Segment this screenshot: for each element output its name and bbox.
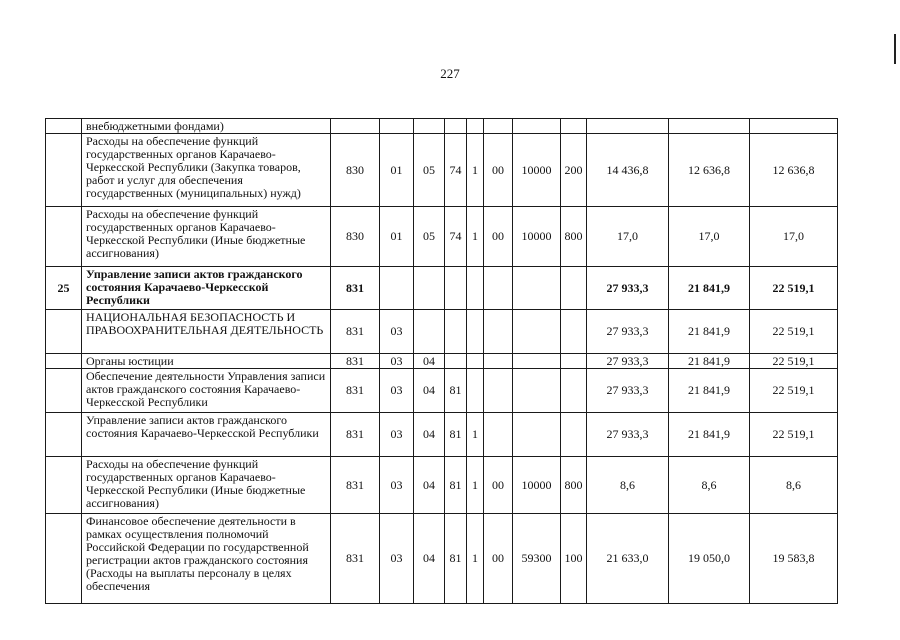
subprogram-code-cell: 1 <box>467 413 484 457</box>
subprogram-code-cell <box>467 354 484 369</box>
expense-type-cell: 100 <box>561 514 587 604</box>
row-name-cell: Расходы на обеспечение функций государственных органов Карачаево-Черкесской Республики (Иные бюджетные ассигнования) <box>82 457 331 514</box>
amount-year1-cell: 14 436,8 <box>587 134 669 207</box>
direction-code-cell <box>513 267 561 310</box>
program-code-cell: 81 <box>445 514 467 604</box>
subsection-code-cell <box>414 119 445 134</box>
section-code-cell: 03 <box>380 369 414 413</box>
amount-year1-cell <box>587 119 669 134</box>
expense-type-cell <box>561 267 587 310</box>
table-row <box>46 207 838 267</box>
table-row <box>46 354 838 369</box>
ministry-code-cell: 831 <box>331 514 380 604</box>
amount-year2-cell: 12 636,8 <box>669 134 750 207</box>
expense-type-cell: 800 <box>561 457 587 514</box>
row-name-cell: Расходы на обеспечение функций государственных органов Карачаево-Черкесской Республики (Закупка товаров, работ и услуг для обеспечения государственных (муниципальных) нужд) <box>82 134 331 207</box>
amount-year3-cell: 22 519,1 <box>750 354 838 369</box>
amount-year1-cell: 27 933,3 <box>587 369 669 413</box>
subsection-code-cell: 04 <box>414 369 445 413</box>
amount-year3-cell <box>750 119 838 134</box>
direction-code-cell <box>513 354 561 369</box>
direction-code-cell: 59300 <box>513 514 561 604</box>
activity-code-cell: 00 <box>484 134 513 207</box>
ministry-code-cell: 830 <box>331 207 380 267</box>
expense-type-cell <box>561 413 587 457</box>
table-row <box>46 134 838 207</box>
table-row <box>46 267 838 310</box>
activity-code-cell: 00 <box>484 457 513 514</box>
row-number-cell: 25 <box>46 267 82 310</box>
row-number-cell <box>46 413 82 457</box>
amount-year1-cell: 27 933,3 <box>587 413 669 457</box>
section-code-cell <box>380 119 414 134</box>
activity-code-cell <box>484 354 513 369</box>
direction-code-cell <box>513 369 561 413</box>
subprogram-code-cell: 1 <box>467 207 484 267</box>
activity-code-cell <box>484 413 513 457</box>
amount-year3-cell: 22 519,1 <box>750 369 838 413</box>
activity-code-cell: 00 <box>484 514 513 604</box>
amount-year2-cell: 21 841,9 <box>669 310 750 354</box>
table-row <box>46 413 838 457</box>
activity-code-cell <box>484 310 513 354</box>
direction-code-cell: 10000 <box>513 457 561 514</box>
direction-code-cell <box>513 413 561 457</box>
table-row <box>46 457 838 514</box>
expense-type-cell <box>561 119 587 134</box>
row-name-cell: Финансовое обеспечение деятельности в рамках осуществления полномочий Российской Федерации по государственной регистрации актов гражданского состояния (Расходы на выплаты персоналу в целях обеспечения <box>82 514 331 604</box>
amount-year2-cell: 21 841,9 <box>669 354 750 369</box>
program-code-cell: 74 <box>445 207 467 267</box>
section-code-cell: 03 <box>380 457 414 514</box>
table-row <box>46 310 838 354</box>
subsection-code-cell: 04 <box>414 413 445 457</box>
row-name-cell: внебюджетными фондами) <box>82 119 331 134</box>
subprogram-code-cell <box>467 267 484 310</box>
ministry-code-cell: 831 <box>331 369 380 413</box>
direction-code-cell <box>513 310 561 354</box>
direction-code-cell: 10000 <box>513 207 561 267</box>
row-number-cell <box>46 354 82 369</box>
ministry-code-cell <box>331 119 380 134</box>
amount-year1-cell: 17,0 <box>587 207 669 267</box>
subsection-code-cell: 04 <box>414 354 445 369</box>
subprogram-code-cell <box>467 369 484 413</box>
subprogram-code-cell: 1 <box>467 134 484 207</box>
section-code-cell: 03 <box>380 354 414 369</box>
row-number-cell <box>46 119 82 134</box>
row-number-cell <box>46 310 82 354</box>
ministry-code-cell: 831 <box>331 354 380 369</box>
ministry-code-cell: 830 <box>331 134 380 207</box>
budget-table <box>45 118 838 604</box>
amount-year2-cell: 19 050,0 <box>669 514 750 604</box>
row-number-cell <box>46 514 82 604</box>
amount-year3-cell: 17,0 <box>750 207 838 267</box>
amount-year3-cell: 22 519,1 <box>750 310 838 354</box>
subsection-code-cell: 05 <box>414 134 445 207</box>
amount-year1-cell: 8,6 <box>587 457 669 514</box>
program-code-cell: 81 <box>445 413 467 457</box>
subsection-code-cell <box>414 310 445 354</box>
amount-year3-cell: 19 583,8 <box>750 514 838 604</box>
subprogram-code-cell: 1 <box>467 457 484 514</box>
direction-code-cell <box>513 119 561 134</box>
section-code-cell: 01 <box>380 207 414 267</box>
direction-code-cell: 10000 <box>513 134 561 207</box>
subprogram-code-cell <box>467 310 484 354</box>
row-number-cell <box>46 134 82 207</box>
amount-year2-cell: 21 841,9 <box>669 413 750 457</box>
program-code-cell <box>445 310 467 354</box>
activity-code-cell <box>484 119 513 134</box>
table-row <box>46 369 838 413</box>
program-code-cell <box>445 267 467 310</box>
section-code-cell <box>380 267 414 310</box>
expense-type-cell <box>561 354 587 369</box>
activity-code-cell <box>484 369 513 413</box>
row-name-cell: НАЦИОНАЛЬНАЯ БЕЗОПАСНОСТЬ И ПРАВООХРАНИТЕЛЬНАЯ ДЕЯТЕЛЬНОСТЬ <box>82 310 331 354</box>
amount-year3-cell: 12 636,8 <box>750 134 838 207</box>
amount-year1-cell: 21 633,0 <box>587 514 669 604</box>
row-name-cell: Обеспечение деятельности Управления записи актов гражданского состояния Карачаево-Черкесской Республики <box>82 369 331 413</box>
expense-type-cell: 800 <box>561 207 587 267</box>
row-name-cell: Расходы на обеспечение функций государственных органов Карачаево-Черкесской Республики (Иные бюджетные ассигнования) <box>82 207 331 267</box>
expense-type-cell <box>561 369 587 413</box>
section-code-cell: 03 <box>380 413 414 457</box>
activity-code-cell: 00 <box>484 207 513 267</box>
amount-year3-cell: 22 519,1 <box>750 267 838 310</box>
row-name-cell: Управление записи актов гражданского состояния Карачаево-Черкесской Республики <box>82 267 331 310</box>
program-code-cell: 81 <box>445 457 467 514</box>
table-row <box>46 514 838 604</box>
amount-year2-cell: 21 841,9 <box>669 267 750 310</box>
row-number-cell <box>46 207 82 267</box>
program-code-cell: 74 <box>445 134 467 207</box>
amount-year2-cell: 8,6 <box>669 457 750 514</box>
amount-year2-cell <box>669 119 750 134</box>
program-code-cell <box>445 119 467 134</box>
section-code-cell: 03 <box>380 514 414 604</box>
amount-year1-cell: 27 933,3 <box>587 354 669 369</box>
ministry-code-cell: 831 <box>331 457 380 514</box>
expense-type-cell: 200 <box>561 134 587 207</box>
subsection-code-cell: 04 <box>414 514 445 604</box>
row-number-cell <box>46 457 82 514</box>
subsection-code-cell <box>414 267 445 310</box>
program-code-cell: 81 <box>445 369 467 413</box>
subprogram-code-cell: 1 <box>467 514 484 604</box>
ministry-code-cell: 831 <box>331 310 380 354</box>
table-body <box>46 119 838 604</box>
subsection-code-cell: 04 <box>414 457 445 514</box>
row-number-cell <box>46 369 82 413</box>
page-edge-mark <box>894 34 896 64</box>
amount-year3-cell: 22 519,1 <box>750 413 838 457</box>
activity-code-cell <box>484 267 513 310</box>
subsection-code-cell: 05 <box>414 207 445 267</box>
table-row <box>46 119 838 134</box>
ministry-code-cell: 831 <box>331 413 380 457</box>
amount-year1-cell: 27 933,3 <box>587 310 669 354</box>
row-name-cell: Органы юстиции <box>82 354 331 369</box>
section-code-cell: 03 <box>380 310 414 354</box>
ministry-code-cell: 831 <box>331 267 380 310</box>
page-number: 227 <box>440 66 460 81</box>
program-code-cell <box>445 354 467 369</box>
row-name-cell: Управление записи актов гражданского состояния Карачаево-Черкесской Республики <box>82 413 331 457</box>
amount-year2-cell: 17,0 <box>669 207 750 267</box>
amount-year1-cell: 27 933,3 <box>587 267 669 310</box>
amount-year2-cell: 21 841,9 <box>669 369 750 413</box>
expense-type-cell <box>561 310 587 354</box>
section-code-cell: 01 <box>380 134 414 207</box>
amount-year3-cell: 8,6 <box>750 457 838 514</box>
subprogram-code-cell <box>467 119 484 134</box>
